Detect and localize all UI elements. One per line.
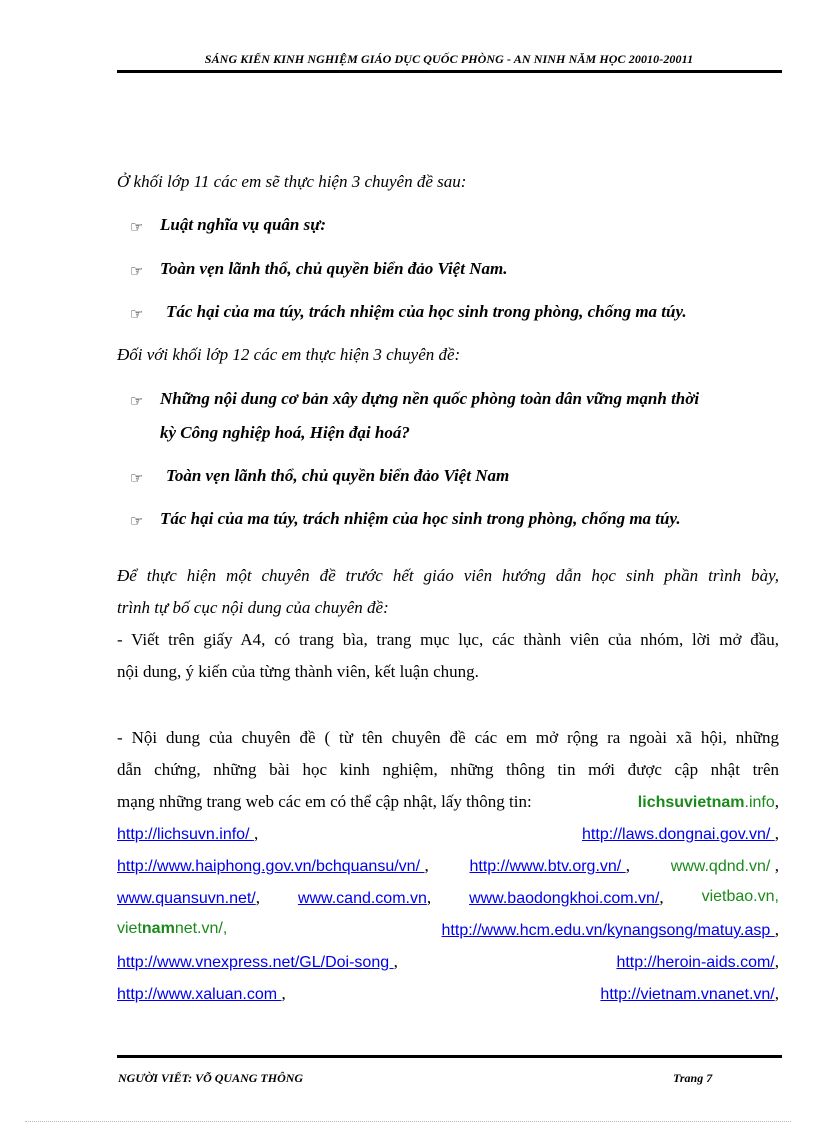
para2-line-3-text: mạng những trang web các em có thể cập nhật, lấy thông tin: — [117, 792, 532, 811]
pointing-hand-icon: ☞ — [130, 218, 144, 236]
link-hcm-edu[interactable]: http://www.hcm.edu.vn/kynangsong/matuy.asp — [441, 922, 775, 939]
link-vnexpress[interactable]: http://www.vnexpress.net/GL/Doi-song — [117, 954, 394, 971]
bullet-11-3: Tác hại của ma túy, trách nhiệm của học sinh trong phòng, chống ma túy. — [166, 302, 687, 321]
links-row-3: www.quansuvn.net/, www.cand.com.vn, www.baodongkhoi.com.vn/, vietbao.vn, — [117, 888, 779, 907]
bullet-12-1-line2: kỳ Công nghiệp hoá, Hiện đại hoá? — [160, 423, 410, 442]
intro-grade-11: Ở khối lớp 11 các em sẽ thực hiện 3 chuyên đề sau: — [117, 172, 467, 191]
links-row-1: http://lichsuvn.info/ , http://laws.dongnai.gov.vn/ , — [117, 824, 779, 843]
text-vietbao: vietbao.vn, — [701, 888, 779, 905]
bullet-11-1: Luật nghĩa vụ quân sự: — [160, 215, 327, 234]
para1-line-1: - Viết trên giấy A4, có trang bìa, trang mục lục, các thành viên của nhóm, lời mở đầu, — [117, 630, 779, 649]
link-quansuvn[interactable]: www.quansuvn.net/ — [117, 890, 256, 907]
footer-rule — [117, 1055, 782, 1058]
page-header: SÁNG KIẾN KINH NGHIỆM GIÁO DỤC QUỐC PHÒNG - AN NINH NĂM HỌC 20010-20011 — [204, 52, 694, 66]
pointing-hand-icon: ☞ — [130, 262, 144, 280]
para1-line-2: nội dung, ý kiến của từng thành viên, kết luận chung. — [117, 662, 479, 681]
link-heroin-aids[interactable]: http://heroin-aids.com/ — [616, 954, 775, 971]
guide-line-2: trình tự bố cục nội dung của chuyên đề: — [117, 598, 389, 617]
lichsuvietnam-bold: lichsuvietnam — [637, 794, 745, 811]
lichsuvietnam-text: lichsuvietnam.info, — [637, 792, 779, 811]
lichsuvietnam-rest: .info — [744, 794, 775, 811]
vietnamnet-part-b: nam — [141, 920, 175, 937]
guide-line-1: Để thực hiện một chuyên đề trước hết giáo viên hướng dẫn học sinh phần trình bày, — [117, 566, 779, 585]
footer-page-number: Trang 7 — [673, 1071, 713, 1085]
link-baodongkhoi[interactable]: www.baodongkhoi.com.vn/ — [469, 890, 660, 907]
bullet-11-2: Toàn vẹn lãnh thổ, chủ quyền biển đảo Việt Nam. — [160, 259, 508, 278]
text-qdnd: www.qdnd.vn/ — [670, 858, 775, 875]
para2-line-2: dẫn chứng, những bài học kinh nghiệm, những thông tin mới được cập nhật trên — [117, 760, 779, 779]
vietnamnet-part-c: net.vn/, — [174, 920, 228, 937]
pointing-hand-icon: ☞ — [130, 305, 144, 323]
para2-line-3 — [117, 792, 779, 812]
link-laws-dongnai[interactable]: http://laws.dongnai.gov.vn/ — [582, 826, 775, 843]
link-haiphong[interactable]: http://www.haiphong.gov.vn/bchquansu/vn/ — [117, 858, 425, 875]
link-lichsuvn[interactable]: http://lichsuvn.info/ — [117, 826, 254, 843]
header-rule — [117, 70, 782, 73]
bullet-12-1-line1: Những nội dung cơ bản xây dựng nền quốc phòng toàn dân vững mạnh thời — [160, 389, 700, 408]
pointing-hand-icon: ☞ — [130, 469, 144, 487]
links-row-2: http://www.haiphong.gov.vn/bchquansu/vn/ , http://www.btv.org.vn/ , www.qdnd.vn/ , — [117, 856, 779, 875]
intro-grade-12: Đối với khối lớp 12 các em thực hiện 3 chuyên đề: — [117, 345, 461, 364]
page-break-line — [25, 1121, 791, 1122]
link-vnanet[interactable]: http://vietnam.vnanet.vn/ — [600, 986, 775, 1003]
link-cand[interactable]: www.cand.com.vn — [297, 890, 427, 907]
text-vietnamnet — [117, 920, 227, 940]
links-row-5: http://www.vnexpress.net/GL/Doi-song , http://heroin-aids.com/, — [117, 952, 779, 971]
pointing-hand-icon: ☞ — [130, 512, 144, 530]
links-row-6: http://www.xaluan.com , http://vietnam.vnanet.vn/, — [117, 984, 779, 1003]
pointing-hand-icon: ☞ — [130, 392, 144, 410]
para2-line-1: - Nội dung của chuyên đề ( từ tên chuyên đề các em mở rộng ra ngoài xã hội, những — [117, 728, 779, 747]
vietnamnet-part-a: viet — [117, 920, 142, 937]
bullet-12-3: Tác hại của ma túy, trách nhiệm của học sinh trong phòng, chống ma túy. — [160, 509, 681, 528]
bullet-12-2: Toàn vẹn lãnh thổ, chủ quyền biển đảo Việt Nam — [166, 466, 510, 485]
link-btv[interactable]: http://www.btv.org.vn/ — [469, 858, 626, 875]
links-row-4: vietnamnet.vn/, http://www.hcm.edu.vn/kynangsong/matuy.asp , — [117, 920, 779, 939]
footer-author: NGƯỜI VIẾT: VÕ QUANG THÔNG — [118, 1071, 304, 1085]
link-xaluan[interactable]: http://www.xaluan.com — [117, 986, 282, 1003]
